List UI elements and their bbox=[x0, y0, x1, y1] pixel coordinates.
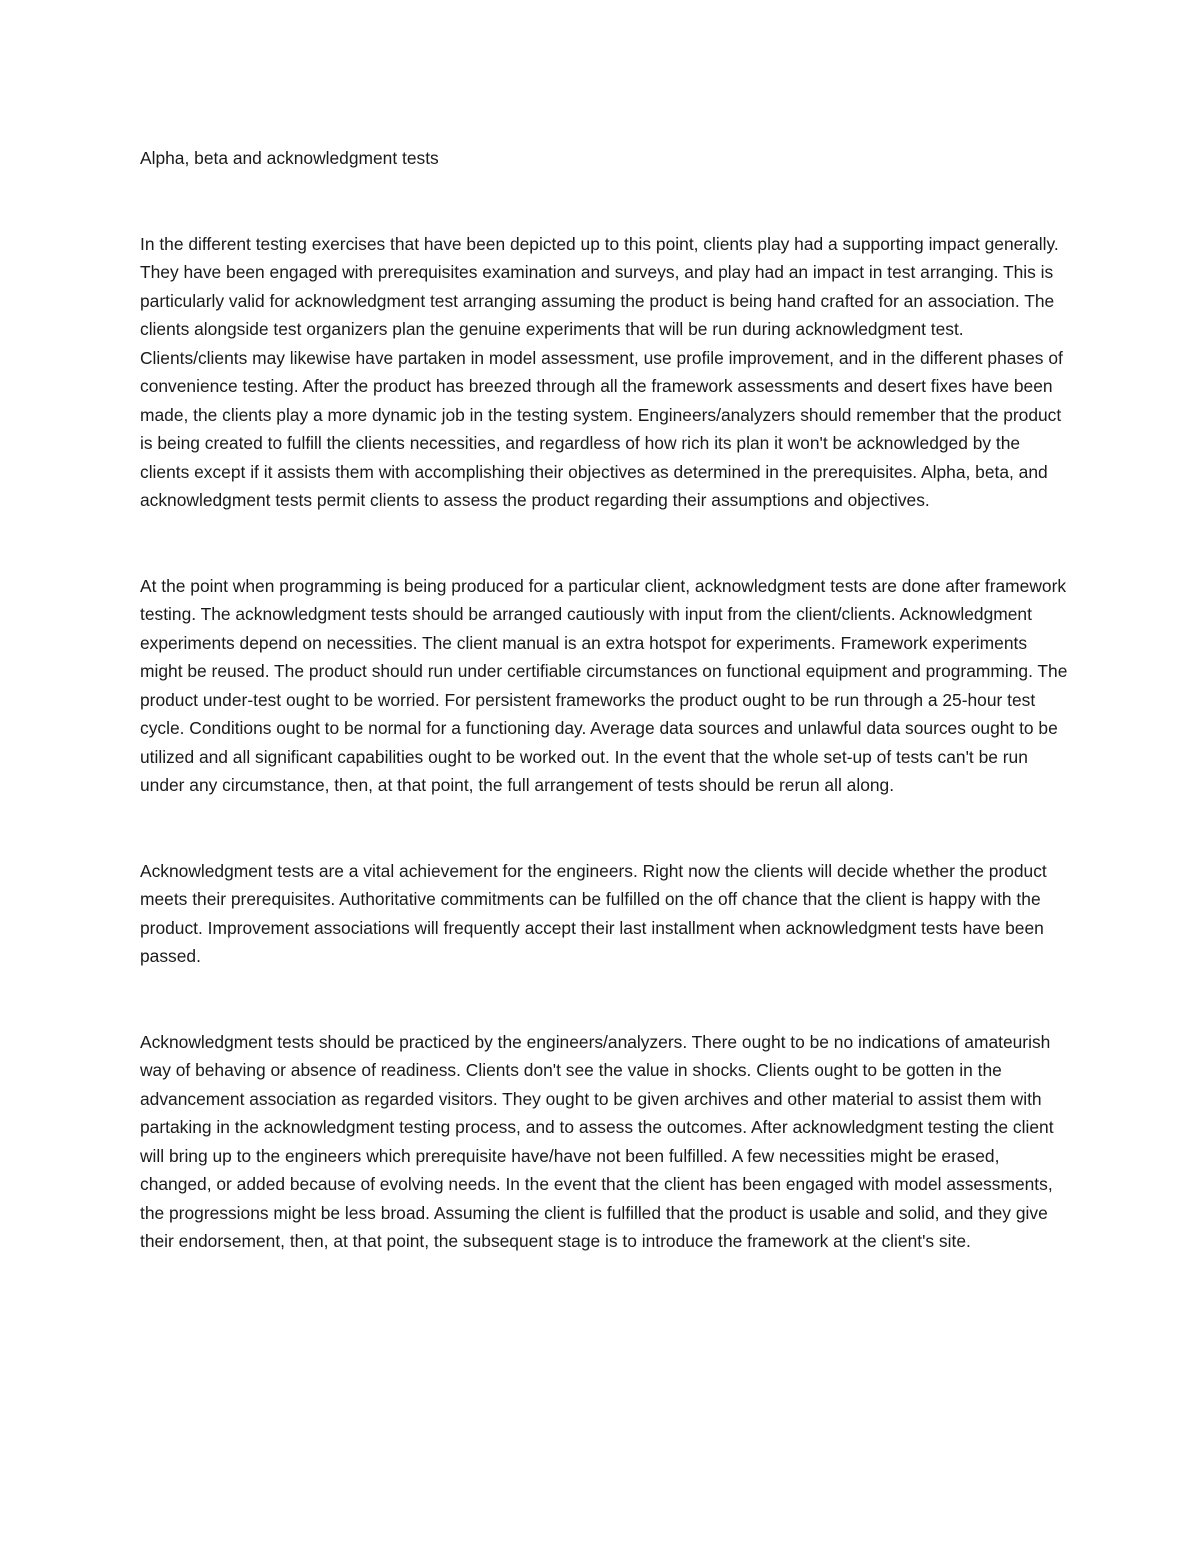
paragraph-3: Acknowledgment tests are a vital achievement for the engineers. Right now the clients will decide whether the product meets their prerequisites. Authoritative commitments can be fulfilled on the off chance that the client is happy with the product. Improvement associations will frequently accept their last installment when acknowledgment tests have been passed. bbox=[140, 860, 1047, 966]
paragraph-4: Acknowledgment tests should be practiced by the engineers/analyzers. There ought to be no indications of amateurish way of behaving or absence of readiness. Clients don't see the value in shocks. Clients ought to be gotten in the advancement association as regarded visitors. They ought to be given archives and other material to assist them with partaking in the acknowledgment testing process, and to assess the outcomes. After acknowledgment testing the client will bring up to the engineers which prerequisite have/have not been fulfilled. A few necessities might be erased, changed, or added because of evolving needs. In the event that the client has been engaged with model assessments, the progressions might be less broad. Assuming the client is fulfilled that the product is usable and solid, and they give their endorsement, then, at that point, the subsequent stage is to introduce the framework at the client's site. bbox=[140, 1031, 1054, 1251]
paragraph-1: In the different testing exercises that have been depicted up to this point, clients play had a supporting impact generally. They have been engaged with prerequisites examination and surveys, and play had an impact in test arranging. This is particularly valid for acknowledgment test arranging assuming the product is being hand crafted for an association. The clients alongside test organizers plan the genuine experiments that will be run during acknowledgment test. Clients/clients may likewise have partaken in model assessment, use profile improvement, and in the different phases of convenience testing. After the product has breezed through all the framework assessments and desert fixes have been made, the clients play a more dynamic job in the testing system. Engineers/analyzers should remember that the product is being created to fulfill the clients necessities, and regardless of how rich its plan it won't be acknowledged by the clients except if it assists them with accomplishing their objectives as determined in the prerequisites. Alpha, beta, and acknowledgment tests permit clients to assess the product regarding their assumptions and objectives. bbox=[140, 233, 1063, 510]
document-body bbox=[140, 144, 1070, 1313]
document-title: Alpha, beta and acknowledgment tests bbox=[140, 148, 439, 168]
paragraph-2: At the point when programming is being produced for a particular client, acknowledgment tests are done after framework testing. The acknowledgment tests should be arranged cautiously with input from the client/clients. Acknowledgment experiments depend on necessities. The client manual is an extra hotspot for experiments. Framework experiments might be reused. The product should run under certifiable circumstances on functional equipment and programming. The product under-test ought to be worried. For persistent frameworks the product ought to be run through a 25-hour test cycle. Conditions ought to be normal for a functioning day. Average data sources and unlawful data sources ought to be utilized and all significant capabilities ought to be worked out. In the event that the whole set-up of tests can't be run under any circumstance, then, at that point, the full arrangement of tests should be rerun all along. bbox=[140, 575, 1068, 795]
